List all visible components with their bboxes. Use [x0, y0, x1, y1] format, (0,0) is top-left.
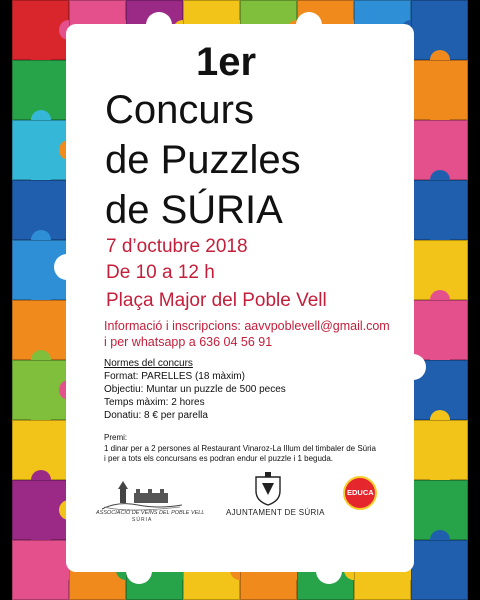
ordinal-heading: 1er [196, 40, 257, 84]
title-line-2: de Puzzles [105, 138, 301, 182]
prize-line-2: i per a tots els concursans es podran endur el puzzle i 1 beguda. [104, 454, 334, 463]
info-whatsapp: i per whatsapp a 636 04 56 91 [104, 335, 273, 349]
association-town: SÚRIA [132, 517, 153, 523]
title-line-3: de SÚRIA [105, 188, 283, 232]
event-date: 7 d’octubre 2018 [106, 236, 248, 257]
title-line-1: Concurs [105, 88, 254, 132]
event-time: De 10 a 12 h [106, 262, 215, 283]
rule-item: Donatiu: 8 € per parella [104, 410, 208, 421]
city-council-name: AJUNTAMENT DE SÚRIA [226, 508, 325, 517]
info-email: Informació i inscripcions: aavvpoblevell@gmail.com [104, 319, 390, 333]
rule-item: Temps màxim: 2 hores [104, 397, 205, 408]
prize-line-1: 1 dinar per a 2 persones al Restaurant Vinaroz-La Illum del timbaler de Súria [104, 444, 376, 453]
city-coat-of-arms-icon [253, 471, 283, 507]
rules-heading: Normes del concurs [104, 358, 193, 369]
event-place: Plaça Major del Poble Vell [106, 290, 327, 311]
puzzle-piece [411, 540, 468, 600]
association-name: ASSOCIACIÓ DE VEÏNS DEL POBLE VELL [96, 510, 205, 516]
sponsor-name: EDUCA [347, 488, 374, 497]
prize-heading: Premi: [104, 433, 128, 442]
rule-item: Objectiu: Muntar un puzzle de 500 peces [104, 384, 286, 395]
rule-item: Format: PARELLES (18 màxim) [104, 371, 245, 382]
